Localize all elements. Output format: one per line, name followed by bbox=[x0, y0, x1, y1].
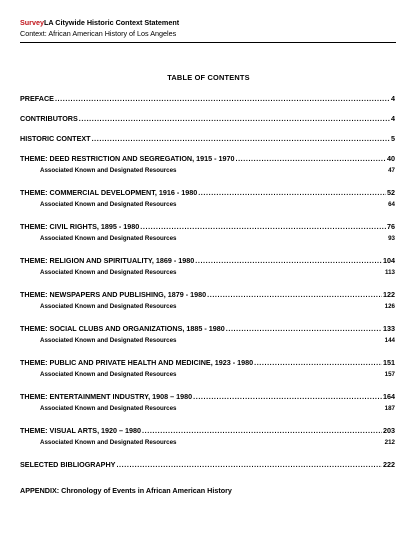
toc-entry-page: 122 bbox=[383, 290, 395, 299]
dot-leader bbox=[140, 222, 386, 231]
header-brand: Survey bbox=[20, 18, 44, 27]
toc-subentry-page: 93 bbox=[388, 235, 395, 242]
toc-entry-label: THEME: PUBLIC AND PRIVATE HEALTH AND MEDICINE, 1923 - 1980 bbox=[20, 358, 254, 367]
dot-leader bbox=[198, 188, 386, 197]
toc-subentry[interactable] bbox=[20, 235, 395, 242]
dot-leader bbox=[226, 324, 382, 333]
dot-leader bbox=[193, 392, 382, 401]
dot-leader bbox=[142, 426, 382, 435]
toc-subentry[interactable] bbox=[20, 303, 395, 310]
toc-entry-page: 151 bbox=[383, 358, 395, 367]
header-title-text: LA Citywide Historic Context Statement bbox=[43, 18, 180, 27]
toc-subentry[interactable] bbox=[20, 201, 395, 208]
dot-leader bbox=[55, 94, 390, 103]
toc-subentry-label: Associated Known and Designated Resources bbox=[40, 235, 177, 242]
toc-entry-theme[interactable] bbox=[20, 188, 395, 197]
toc-subentry-page: 144 bbox=[384, 337, 395, 344]
toc-subentry[interactable] bbox=[20, 167, 395, 174]
dot-leader bbox=[195, 256, 382, 265]
dot-leader bbox=[235, 154, 386, 163]
toc-subentry-page: 113 bbox=[385, 269, 395, 276]
toc-subentry-label: Associated Known and Designated Resources bbox=[40, 337, 177, 344]
toc-subentry-page: 212 bbox=[384, 439, 395, 446]
toc-subentry-label: Associated Known and Designated Resources bbox=[40, 405, 177, 412]
dot-leader bbox=[207, 290, 382, 299]
toc-entry-label: PREFACE bbox=[20, 94, 54, 103]
toc-entry-theme[interactable] bbox=[20, 256, 395, 265]
toc-subentry[interactable] bbox=[20, 269, 395, 276]
toc-subentry-label: Associated Known and Designated Resources bbox=[40, 201, 177, 208]
toc-entry-page: 4 bbox=[391, 94, 395, 103]
dot-leader bbox=[92, 134, 390, 143]
toc-subentry[interactable] bbox=[20, 337, 395, 344]
toc-entry-label: HISTORIC CONTEXT bbox=[20, 134, 91, 143]
header-divider bbox=[20, 42, 396, 43]
toc-entry-theme[interactable] bbox=[20, 290, 395, 299]
toc-entry-page: 164 bbox=[383, 392, 395, 401]
toc-entry-label: THEME: VISUAL ARTS, 1920 – 1980 bbox=[20, 426, 142, 435]
toc-subentry-page: 47 bbox=[388, 167, 395, 174]
toc-entry-theme[interactable] bbox=[20, 358, 395, 367]
toc-entry-page: 222 bbox=[383, 460, 395, 469]
toc-entry-page: 203 bbox=[383, 426, 395, 435]
toc-title: TABLE OF CONTENTS bbox=[167, 73, 250, 82]
toc-entry-theme[interactable] bbox=[20, 222, 395, 231]
toc-entry-page: 52 bbox=[387, 188, 395, 197]
header-title bbox=[20, 18, 397, 28]
toc-subentry[interactable] bbox=[20, 371, 395, 378]
toc-entry-label: THEME: RELIGION AND SPIRITUALITY, 1869 - 1980 bbox=[20, 256, 195, 265]
toc-subentry-page: 126 bbox=[384, 303, 395, 310]
toc-entry-page: 40 bbox=[387, 154, 395, 163]
document-header bbox=[20, 18, 397, 43]
dot-leader bbox=[254, 358, 382, 367]
toc-subentry[interactable] bbox=[20, 405, 395, 412]
toc-entry-theme[interactable] bbox=[20, 392, 395, 401]
toc-subentry-label: Associated Known and Designated Resources bbox=[40, 371, 177, 378]
toc-entry-theme[interactable] bbox=[20, 324, 395, 333]
toc-entry-theme[interactable] bbox=[20, 154, 395, 163]
toc-subentry-page: 157 bbox=[384, 371, 395, 378]
header-context: Context: African American History of Los Angeles bbox=[20, 29, 177, 38]
table-of-contents bbox=[20, 94, 395, 495]
toc-entry-label: THEME: CIVIL RIGHTS, 1895 - 1980 bbox=[20, 222, 140, 231]
toc-entry-page: 104 bbox=[383, 256, 395, 265]
toc-entry-appendix[interactable]: APPENDIX: Chronology of Events in African American History bbox=[20, 486, 232, 495]
toc-entry-historic-context[interactable] bbox=[20, 134, 395, 143]
toc-entry-label: THEME: SOCIAL CLUBS AND ORGANIZATIONS, 1885 - 1980 bbox=[20, 324, 225, 333]
toc-entry-page: 5 bbox=[391, 134, 395, 143]
toc-subentry-label: Associated Known and Designated Resources bbox=[40, 439, 177, 446]
toc-entry-bibliography[interactable] bbox=[20, 460, 395, 469]
toc-subentry[interactable] bbox=[20, 439, 395, 446]
toc-subentry-page: 64 bbox=[388, 201, 395, 208]
toc-subentry-label: Associated Known and Designated Resources bbox=[40, 269, 177, 276]
dot-leader bbox=[116, 460, 382, 469]
toc-entry-page: 4 bbox=[391, 114, 395, 123]
toc-entry-contributors[interactable] bbox=[20, 114, 395, 123]
dot-leader bbox=[79, 114, 390, 123]
toc-entry-preface[interactable] bbox=[20, 94, 395, 103]
toc-entry-page: 133 bbox=[383, 324, 395, 333]
toc-subentry-label: Associated Known and Designated Resources bbox=[40, 303, 177, 310]
toc-entry-label: THEME: ENTERTAINMENT INDUSTRY, 1908 – 1980 bbox=[20, 392, 193, 401]
toc-entry-label: THEME: NEWSPAPERS AND PUBLISHING, 1879 - 1980 bbox=[20, 290, 207, 299]
toc-entry-page: 76 bbox=[387, 222, 395, 231]
toc-entry-label: CONTRIBUTORS bbox=[20, 114, 78, 123]
toc-subentry-label: Associated Known and Designated Resources bbox=[40, 167, 177, 174]
toc-entry-label: THEME: COMMERCIAL DEVELOPMENT, 1916 - 1980 bbox=[20, 188, 198, 197]
toc-entry-label: THEME: DEED RESTRICTION AND SEGREGATION, 1915 - 1970 bbox=[20, 154, 235, 163]
toc-entry-theme[interactable] bbox=[20, 426, 395, 435]
toc-subentry-page: 187 bbox=[384, 405, 395, 412]
toc-entry-label: SELECTED BIBLIOGRAPHY bbox=[20, 460, 116, 469]
